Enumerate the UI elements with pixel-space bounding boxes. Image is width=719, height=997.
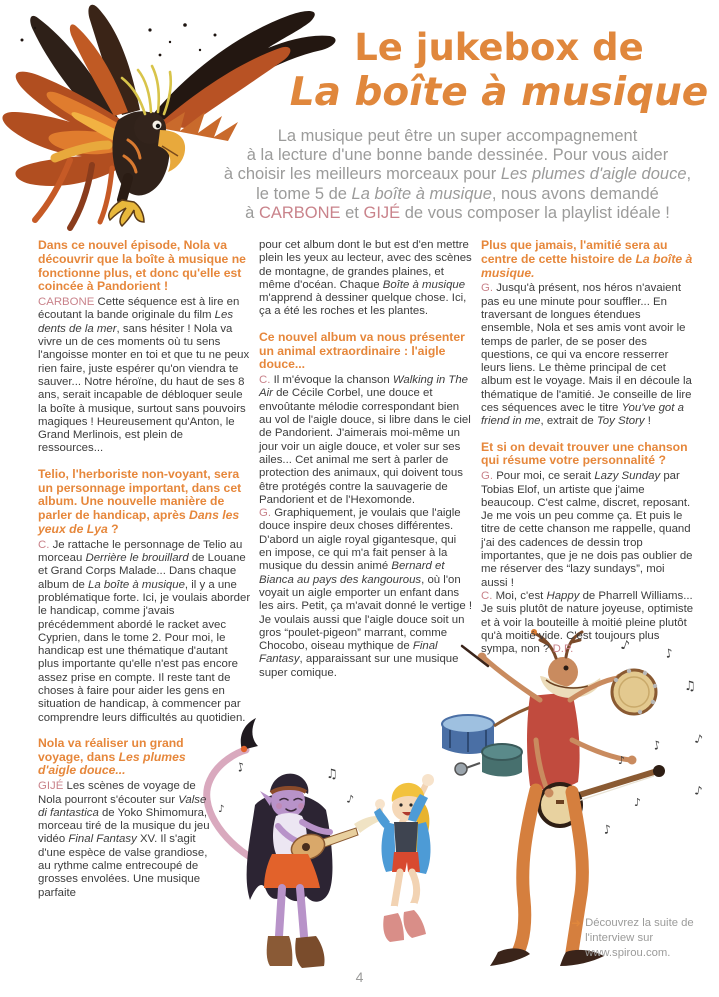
music-note-icon: ♪ — [218, 804, 225, 815]
web-link-note[interactable] — [571, 916, 703, 961]
girl-dancing-figure — [374, 774, 434, 942]
question-amitie: Plus que jamais, l'amitié sera au centre de cette histoire de La boîte à musique. — [481, 238, 693, 280]
music-note-icon: ♫ — [326, 767, 338, 782]
question-personnalite: Et si on devait trouver une chanson qui résume votre personnalité ? — [481, 439, 688, 468]
music-note-icon: ♪ — [618, 754, 626, 767]
music-note-icon: ♪ — [664, 645, 675, 661]
answer-gije-voyage: GIJÉ Les scènes de voyage de Nola pourront s'écouter sur Valse di fantastica de Yoko Shimomura, morceau tiré de la musique du jeu vidéo Final Fantasy XV. Il s'agit d'une espèce de valse grandiose, au rythme calme entrecoupé de grosses envolées. Une musique parfaite — [38, 780, 210, 899]
music-note-icon: ♪ — [651, 737, 663, 753]
music-note-icon: ♫ — [684, 679, 696, 694]
article-title-line1: Le jukebox de — [354, 26, 644, 69]
answer-carbone-episode: CARBONE Cette séquence est à lire en écoutant la bande originale du film Les dents de la mer, sans hésiter ! Nola va vivre un de ces moments où tu sens l'angoisse monter en toi et que tu ne peux rien faire, juste espérer qu'on viendra te sauver... Notre héroïne, du haut de ses 8 ans, serait incapable de débloquer seule la boîte à musique, surtout sans pouvoirs magiques ! Heureusement qu'Anton, le Grand Merlinois, est plein de ressources... — [38, 296, 250, 455]
intro-line: à la lecture d'une bonne bande dessinée. Pour vous aider — [246, 146, 669, 165]
article-intro — [200, 127, 715, 223]
answer-carbone-personnalite: C. Moi, c'est Happy de Pharrell Williams... Je suis plutôt de nature joyeuse, optimiste et à voir la bouteille à moitié pleine plutôt qu'à moitié vide. C'est toujours plus sympa, non ? D.P. — [481, 589, 694, 656]
intro-line: à choisir les meilleurs morceaux pour Les plumes d'aigle douce, — [223, 165, 692, 184]
music-note-icon: ♪ — [618, 637, 632, 655]
question-telio: Telio, l'herboriste non-voyant, sera un personnage important, dans cet album. Une nouvelle manière de parler de handicap, après Dans les yeux de Lya ? — [38, 466, 242, 536]
page-number: 4 — [355, 969, 364, 985]
question-voyage: Nola va réaliser un grand voyage, dans Les plumes d'aigle douce... — [38, 735, 186, 778]
answer-gije-aigle: G. Graphiquement, je voulais que l'aigle douce inspire deux choses différentes. D'abord un aigle royal gigantesque, qui en impose, ce qui m'a fait penser à la musique du dessin animé Bernard et Bianca au pays des kangourous, où l'on voyait un aigle emporter un enfant dans les airs. Petit, ça m'avait donné le vertige ! Je voulais aussi que l'aigle douce soit un gros “poulet-pigeon” marrant, comme Chocobo, oiseau mythique de Final Fantasy, apparaissant sur une musique super comique. — [259, 507, 473, 679]
web-link-note-text: Découvrez la suite de l'interview sur www.spirou.com. — [585, 917, 694, 959]
answer-carbone-aigle: C. Il m'évoque la chanson Walking in The Air de Cécile Corbel, une douce et envoûtante mélodie correspondant bien au vol de l'aigle douce, si libre dans le ciel de Pandorient. J'aimerais moi-même un jour voir un aigle douce, et voler sur ses ailes... Cet animal me sert à parler de protection des animaux, qui doivent tous être protégés contre la sauvagerie de Pandorient et de l'Hexomonde. — [259, 374, 471, 506]
column-1 — [38, 239, 251, 900]
column-3 — [481, 239, 694, 656]
intro-line: La musique peut être un super accompagnement — [277, 127, 638, 145]
column-2 — [259, 239, 472, 680]
music-note-icon: ♪ — [634, 796, 642, 809]
article-title-line2: La boîte à musique — [289, 70, 709, 115]
intro-line: à CARBONE et GIJÉ de vous composer la playlist idéale ! — [245, 203, 670, 222]
music-note-icon: ♪ — [345, 792, 355, 807]
answer-gije-amitie: G. Jusqu'à présent, nos héros n'avaient pas eu une minute pour souffler... En traversant de longues étendues ensemble, Nola et ses amis vont avoir le temps de parler, de se poser des questions, ce qui va encore resserrer leurs liens. Le thème principal de cet album est le voyage. Mais il en découle la thématique de l'amitié. Je conseille de lire ces séquences avec le titre You've got a friend in me, extrait de Toy Story ! — [481, 282, 692, 428]
question-episode: Dans ce nouvel épisode, Nola va découvrir que la boîte à musique ne fonctionne plus, et donc qu'elle est coincée à Pandorient ! — [38, 238, 246, 294]
answer-carbone-telio: C. Je rattache le personnage de Telio au morceau Derrière le brouillard de Louane et Grand Corps Malade... Dans chaque album de La boîte à musique, il y a une problématique forte. Ici, je voulais aborder le handicap, comme j'avais précédemment abordé le racket avec Cyprien, dans le tome 2. Pour moi, le handicap est une thématique d'autant plus importante qu'elle n'est pas encore assez prise en compte. Il reste tant de choses à faire pour aider les gens en situation de handicap, à commencer par comprendre leurs difficultés au quotidien. — [38, 538, 251, 724]
music-note-icon: ♪ — [602, 822, 613, 837]
answer-gije-personnalite: G. Pour moi, ce serait Lazy Sunday par Tobias Elof, un artiste que j'aime beaucoup. C'est calme, discret, reposant. Je me vois un peu comme ça. Et puis le titre de cette chanson me rappelle, quand j'ai des cadences de dessin trop importantes, que je ne dois pas oublier de me réserver des “lazy sundays”, moi aussi ! — [481, 470, 693, 589]
article-header — [283, 26, 715, 116]
music-note-icon: ♪ — [235, 759, 247, 775]
music-note-icon: ♪ — [693, 783, 704, 799]
question-aigle-douce: Ce nouvel album va nous présenter un animal extraordinaire : l'aigle douce... — [259, 329, 465, 372]
intro-line: le tome 5 de La boîte à musique, nous avons demandé — [256, 184, 659, 203]
music-note-icon: ♪ — [693, 731, 705, 747]
answer-gije-voyage-suite: pour cet album dont le but est d'en mettre plein les yeux au lecteur, avec des scènes de montagne, de grandes plaines, et même d'océan. Chaque Boîte à musique m'apprend à dessiner quelque chose. Ici, ça a été les roches et les plantes. — [259, 239, 472, 318]
arrow-right-icon: ➜ — [571, 916, 582, 930]
